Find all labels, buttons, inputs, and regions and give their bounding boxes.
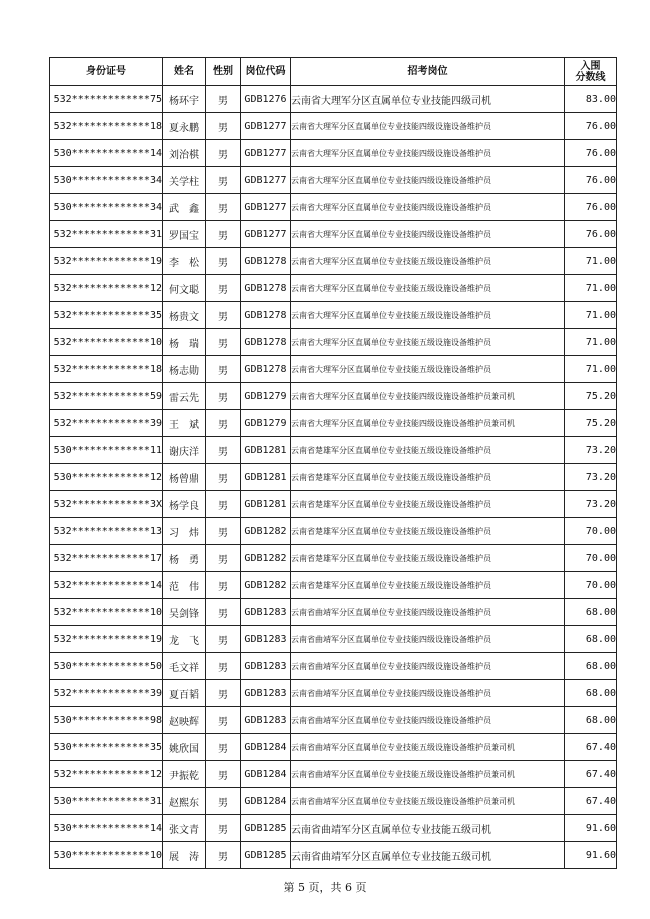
score-cell: 76.00 xyxy=(565,113,617,140)
post-code-cell: GDB1282 xyxy=(241,545,291,572)
table-row xyxy=(50,626,617,653)
post-code-cell: GDB1283 xyxy=(241,653,291,680)
table-body xyxy=(50,86,617,869)
table-row xyxy=(50,707,617,734)
score-cell: 71.00 xyxy=(565,302,617,329)
name-cell: 夏永鹏 xyxy=(163,113,206,140)
name-cell: 杨 瑞 xyxy=(163,329,206,356)
table-row xyxy=(50,113,617,140)
score-cell: 71.00 xyxy=(565,329,617,356)
gender-cell: 男 xyxy=(206,356,241,383)
gender-cell: 男 xyxy=(206,221,241,248)
gender-cell: 男 xyxy=(206,383,241,410)
id-cell: 532*************19 xyxy=(50,248,163,275)
page-footer: 第 5 页，共 6 页 xyxy=(283,881,367,894)
gender-cell: 男 xyxy=(206,518,241,545)
gender-cell: 男 xyxy=(206,248,241,275)
name-cell: 关学柱 xyxy=(163,167,206,194)
post-cell: 云南省曲靖军分区直属单位专业技能五级设施设备维护员兼司机 xyxy=(291,734,565,761)
header-post: 招考岗位 xyxy=(291,58,565,86)
table-row xyxy=(50,491,617,518)
table-row xyxy=(50,86,617,113)
post-cell: 云南省大理军分区直属单位专业技能四级司机 xyxy=(291,86,565,113)
name-cell: 刘治棋 xyxy=(163,140,206,167)
post-code-cell: GDB1278 xyxy=(241,329,291,356)
post-cell: 云南省楚雄军分区直属单位专业技能五级设施设备维护员 xyxy=(291,518,565,545)
post-cell: 云南省楚雄军分区直属单位专业技能五级设施设备维护员 xyxy=(291,464,565,491)
gender-cell: 男 xyxy=(206,788,241,815)
post-code-cell: GDB1277 xyxy=(241,140,291,167)
post-cell: 云南省曲靖军分区直属单位专业技能四级设施设备维护员 xyxy=(291,680,565,707)
score-cell: 70.00 xyxy=(565,545,617,572)
post-code-cell: GDB1277 xyxy=(241,167,291,194)
post-code-cell: GDB1281 xyxy=(241,464,291,491)
id-cell: 530*************11 xyxy=(50,437,163,464)
score-cell: 76.00 xyxy=(565,140,617,167)
post-code-cell: GDB1284 xyxy=(241,734,291,761)
id-cell: 532*************14 xyxy=(50,572,163,599)
post-cell: 云南省曲靖军分区直属单位专业技能四级设施设备维护员 xyxy=(291,626,565,653)
gender-cell: 男 xyxy=(206,545,241,572)
post-cell: 云南省曲靖军分区直属单位专业技能四级设施设备维护员 xyxy=(291,599,565,626)
post-code-cell: GDB1279 xyxy=(241,410,291,437)
gender-cell: 男 xyxy=(206,140,241,167)
gender-cell: 男 xyxy=(206,842,241,869)
post-code-cell: GDB1278 xyxy=(241,275,291,302)
post-code-cell: GDB1278 xyxy=(241,356,291,383)
id-cell: 532*************10 xyxy=(50,329,163,356)
gender-cell: 男 xyxy=(206,680,241,707)
gender-cell: 男 xyxy=(206,734,241,761)
table-row xyxy=(50,383,617,410)
table-row xyxy=(50,518,617,545)
post-cell: 云南省楚雄军分区直属单位专业技能五级设施设备维护员 xyxy=(291,491,565,518)
score-cell: 71.00 xyxy=(565,248,617,275)
id-cell: 530*************34 xyxy=(50,194,163,221)
post-cell: 云南省大理军分区直属单位专业技能五级设施设备维护员 xyxy=(291,302,565,329)
table-row xyxy=(50,545,617,572)
gender-cell: 男 xyxy=(206,86,241,113)
post-code-cell: GDB1283 xyxy=(241,680,291,707)
table-row xyxy=(50,302,617,329)
table-row xyxy=(50,599,617,626)
id-cell: 532*************18 xyxy=(50,113,163,140)
table-row xyxy=(50,464,617,491)
id-cell: 530*************31 xyxy=(50,788,163,815)
id-cell: 532*************13 xyxy=(50,518,163,545)
id-cell: 532*************3X xyxy=(50,491,163,518)
score-cell: 76.00 xyxy=(565,221,617,248)
post-cell: 云南省曲靖军分区直属单位专业技能四级设施设备维护员 xyxy=(291,707,565,734)
post-cell: 云南省楚雄军分区直属单位专业技能五级设施设备维护员 xyxy=(291,437,565,464)
score-cell: 73.20 xyxy=(565,491,617,518)
id-cell: 532*************12 xyxy=(50,761,163,788)
name-cell: 杨志勋 xyxy=(163,356,206,383)
post-cell: 云南省曲靖军分区直属单位专业技能五级设施设备维护员兼司机 xyxy=(291,788,565,815)
post-cell: 云南省大理军分区直属单位专业技能四级设施设备维护员 xyxy=(291,113,565,140)
post-cell: 云南省大理军分区直属单位专业技能四级设施设备维护员 xyxy=(291,221,565,248)
name-cell: 杨曾鼎 xyxy=(163,464,206,491)
name-cell: 王 斌 xyxy=(163,410,206,437)
score-cell: 67.40 xyxy=(565,761,617,788)
name-cell: 夏百韬 xyxy=(163,680,206,707)
post-cell: 云南省曲靖军分区直属单位专业技能四级设施设备维护员 xyxy=(291,653,565,680)
table-row xyxy=(50,248,617,275)
score-cell: 68.00 xyxy=(565,626,617,653)
name-cell: 李 松 xyxy=(163,248,206,275)
name-cell: 杨贵文 xyxy=(163,302,206,329)
name-cell: 罗国宝 xyxy=(163,221,206,248)
table-header-row xyxy=(50,58,617,86)
post-cell: 云南省大理军分区直属单位专业技能五级设施设备维护员 xyxy=(291,329,565,356)
score-cell: 68.00 xyxy=(565,680,617,707)
id-cell: 530*************98 xyxy=(50,707,163,734)
header-code: 岗位代码 xyxy=(241,58,291,86)
name-cell: 姚欣国 xyxy=(163,734,206,761)
id-cell: 532*************12 xyxy=(50,275,163,302)
id-cell: 532*************10 xyxy=(50,599,163,626)
id-cell: 530*************34 xyxy=(50,167,163,194)
name-cell: 张文青 xyxy=(163,815,206,842)
score-cell: 83.00 xyxy=(565,86,617,113)
gender-cell: 男 xyxy=(206,707,241,734)
header-score-line1: 入围 xyxy=(580,60,601,72)
table-row xyxy=(50,761,617,788)
post-cell: 云南省曲靖军分区直属单位专业技能五级司机 xyxy=(291,815,565,842)
post-code-cell: GDB1283 xyxy=(241,599,291,626)
score-cell: 68.00 xyxy=(565,599,617,626)
gender-cell: 男 xyxy=(206,761,241,788)
post-code-cell: GDB1283 xyxy=(241,707,291,734)
table-row xyxy=(50,842,617,869)
header-name: 姓名 xyxy=(163,58,206,86)
name-cell: 谢庆洋 xyxy=(163,437,206,464)
id-cell: 530*************35 xyxy=(50,734,163,761)
post-code-cell: GDB1282 xyxy=(241,518,291,545)
gender-cell: 男 xyxy=(206,113,241,140)
post-cell: 云南省楚雄军分区直属单位专业技能五级设施设备维护员 xyxy=(291,572,565,599)
gender-cell: 男 xyxy=(206,410,241,437)
gender-cell: 男 xyxy=(206,626,241,653)
gender-cell: 男 xyxy=(206,329,241,356)
id-cell: 532*************59 xyxy=(50,383,163,410)
table-row xyxy=(50,815,617,842)
name-cell: 雷云先 xyxy=(163,383,206,410)
name-cell: 杨环宇 xyxy=(163,86,206,113)
gender-cell: 男 xyxy=(206,653,241,680)
score-cell: 70.00 xyxy=(565,572,617,599)
score-cell: 76.00 xyxy=(565,167,617,194)
table-row xyxy=(50,437,617,464)
gender-cell: 男 xyxy=(206,599,241,626)
id-cell: 532*************19 xyxy=(50,626,163,653)
gender-cell: 男 xyxy=(206,437,241,464)
name-cell: 毛文祥 xyxy=(163,653,206,680)
id-cell: 530*************10 xyxy=(50,842,163,869)
post-cell: 云南省大理军分区直属单位专业技能五级设施设备维护员 xyxy=(291,248,565,275)
name-cell: 龙 飞 xyxy=(163,626,206,653)
score-cell: 91.60 xyxy=(565,842,617,869)
table-row xyxy=(50,653,617,680)
name-cell: 展 涛 xyxy=(163,842,206,869)
post-code-cell: GDB1276 xyxy=(241,86,291,113)
score-cell: 75.20 xyxy=(565,410,617,437)
post-code-cell: GDB1278 xyxy=(241,302,291,329)
table-row xyxy=(50,167,617,194)
header-id: 身份证号 xyxy=(50,58,163,86)
id-cell: 532*************39 xyxy=(50,680,163,707)
post-code-cell: GDB1277 xyxy=(241,221,291,248)
header-score xyxy=(565,58,617,86)
name-cell: 何文聪 xyxy=(163,275,206,302)
gender-cell: 男 xyxy=(206,275,241,302)
score-cell: 73.20 xyxy=(565,464,617,491)
name-cell: 赵映辉 xyxy=(163,707,206,734)
score-cell: 70.00 xyxy=(565,518,617,545)
id-cell: 530*************50 xyxy=(50,653,163,680)
table-row xyxy=(50,680,617,707)
post-cell: 云南省楚雄军分区直属单位专业技能五级设施设备维护员 xyxy=(291,545,565,572)
table-row xyxy=(50,221,617,248)
table-row xyxy=(50,275,617,302)
post-code-cell: GDB1285 xyxy=(241,815,291,842)
header-score-line2: 分数线 xyxy=(575,71,606,83)
name-cell: 尹振乾 xyxy=(163,761,206,788)
post-code-cell: GDB1279 xyxy=(241,383,291,410)
id-cell: 532*************17 xyxy=(50,545,163,572)
table-row xyxy=(50,140,617,167)
id-cell: 530*************14 xyxy=(50,815,163,842)
gender-cell: 男 xyxy=(206,572,241,599)
id-cell: 530*************14 xyxy=(50,140,163,167)
gender-cell: 男 xyxy=(206,194,241,221)
id-cell: 532*************39 xyxy=(50,410,163,437)
gender-cell: 男 xyxy=(206,302,241,329)
table-row xyxy=(50,734,617,761)
score-cell: 75.20 xyxy=(565,383,617,410)
score-cell: 73.20 xyxy=(565,437,617,464)
name-cell: 习 炜 xyxy=(163,518,206,545)
post-cell: 云南省大理军分区直属单位专业技能四级设施设备维护员 xyxy=(291,167,565,194)
name-cell: 武 鑫 xyxy=(163,194,206,221)
gender-cell: 男 xyxy=(206,167,241,194)
table-row xyxy=(50,194,617,221)
id-cell: 532*************31 xyxy=(50,221,163,248)
id-cell: 532*************75 xyxy=(50,86,163,113)
post-code-cell: GDB1281 xyxy=(241,437,291,464)
results-table xyxy=(49,57,617,869)
post-code-cell: GDB1277 xyxy=(241,194,291,221)
gender-cell: 男 xyxy=(206,815,241,842)
table-row xyxy=(50,410,617,437)
name-cell: 杨 勇 xyxy=(163,545,206,572)
name-cell: 范 伟 xyxy=(163,572,206,599)
post-code-cell: GDB1285 xyxy=(241,842,291,869)
gender-cell: 男 xyxy=(206,491,241,518)
post-code-cell: GDB1277 xyxy=(241,113,291,140)
name-cell: 杨学良 xyxy=(163,491,206,518)
score-cell: 68.00 xyxy=(565,653,617,680)
score-cell: 67.40 xyxy=(565,788,617,815)
name-cell: 赵熙东 xyxy=(163,788,206,815)
table-row xyxy=(50,572,617,599)
post-cell: 云南省大理军分区直属单位专业技能五级设施设备维护员 xyxy=(291,356,565,383)
post-code-cell: GDB1278 xyxy=(241,248,291,275)
score-cell: 71.00 xyxy=(565,275,617,302)
post-cell: 云南省大理军分区直属单位专业技能五级设施设备维护员 xyxy=(291,275,565,302)
id-cell: 530*************12 xyxy=(50,464,163,491)
gender-cell: 男 xyxy=(206,464,241,491)
score-cell: 91.60 xyxy=(565,815,617,842)
table-row xyxy=(50,788,617,815)
post-code-cell: GDB1281 xyxy=(241,491,291,518)
score-cell: 67.40 xyxy=(565,734,617,761)
post-code-cell: GDB1284 xyxy=(241,761,291,788)
score-cell: 71.00 xyxy=(565,356,617,383)
header-gender: 性别 xyxy=(206,58,241,86)
name-cell: 吴剑锋 xyxy=(163,599,206,626)
table-row xyxy=(50,356,617,383)
post-code-cell: GDB1284 xyxy=(241,788,291,815)
score-cell: 68.00 xyxy=(565,707,617,734)
id-cell: 532*************18 xyxy=(50,356,163,383)
post-code-cell: GDB1282 xyxy=(241,572,291,599)
table-row xyxy=(50,329,617,356)
post-cell: 云南省大理军分区直属单位专业技能四级设施设备维护员兼司机 xyxy=(291,410,565,437)
post-cell: 云南省大理军分区直属单位专业技能四级设施设备维护员兼司机 xyxy=(291,383,565,410)
post-code-cell: GDB1283 xyxy=(241,626,291,653)
post-cell: 云南省曲靖军分区直属单位专业技能五级设施设备维护员兼司机 xyxy=(291,761,565,788)
post-cell: 云南省大理军分区直属单位专业技能四级设施设备维护员 xyxy=(291,194,565,221)
post-cell: 云南省大理军分区直属单位专业技能四级设施设备维护员 xyxy=(291,140,565,167)
id-cell: 532*************35 xyxy=(50,302,163,329)
post-cell: 云南省曲靖军分区直属单位专业技能五级司机 xyxy=(291,842,565,869)
score-cell: 76.00 xyxy=(565,194,617,221)
